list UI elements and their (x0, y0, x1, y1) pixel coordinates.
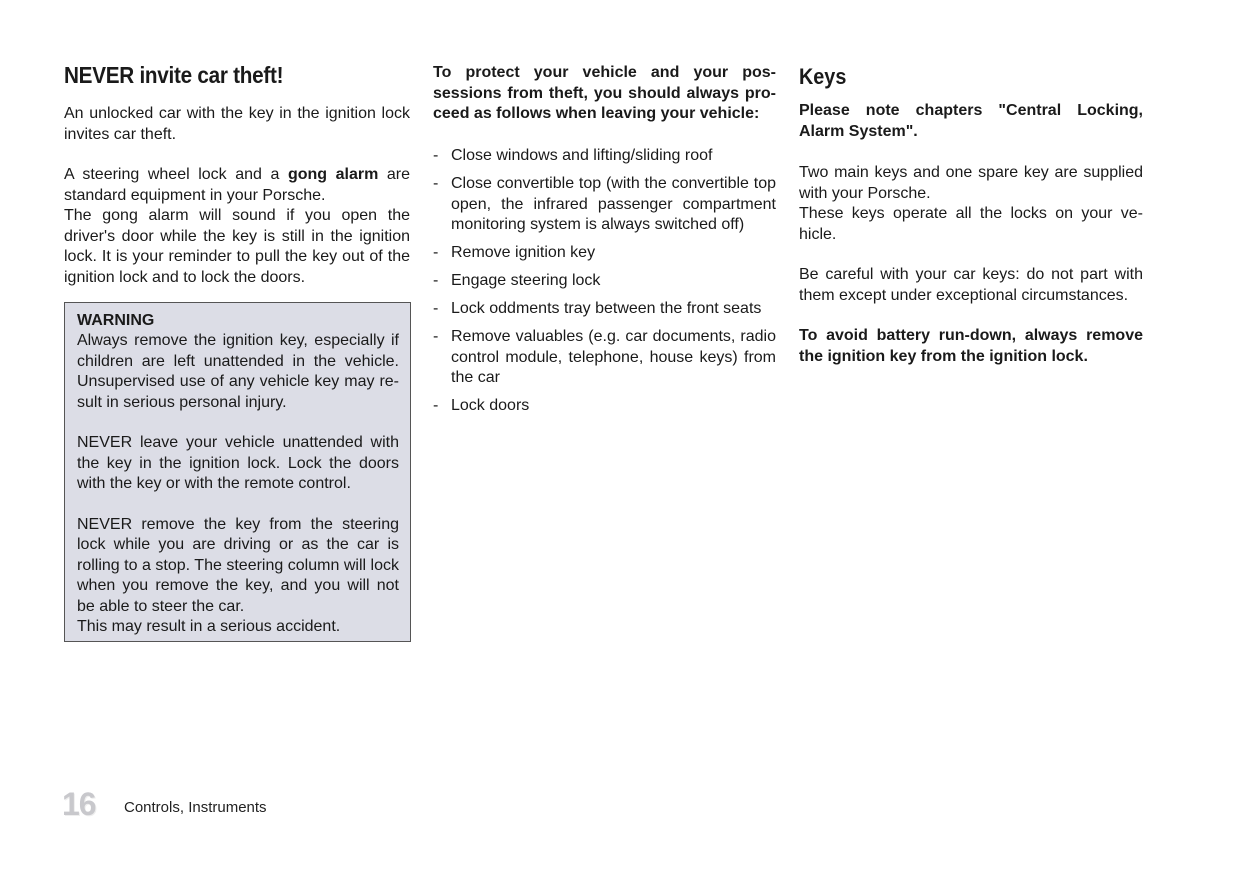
list-item: - Lock doors (433, 397, 530, 414)
theft-protection-lead: To protect your vehicle and your pos-sessions from theft, you should always pro-ceed as follows when leaving your vehicle: (433, 64, 776, 122)
keys-heading: Keys (799, 64, 847, 89)
keys-paragraph-1: Two main keys and one spare key are supplied with your Porsche. (799, 164, 1143, 202)
gong-alarm-explanation: The gong alarm will sound if you open the driver's door while the key is still in the ignition lock. It is your reminder to pull the key out of the ignition lock and to lock the doors. (64, 207, 410, 286)
keys-chapter-note: Please note chapters "Central Locking, Alarm System". (799, 102, 1143, 140)
section-footer: Controls, Instruments (124, 799, 267, 816)
page-title: NEVER invite car theft! (64, 62, 284, 88)
warning-paragraph-3: NEVER remove the key from the steering lock while you are driving or as the car is rolling to a stop. The steering column will lock when you remove the key, and you will not be able to steer the car. (77, 515, 399, 615)
list-item: - Remove ignition key (433, 244, 596, 261)
warning-paragraph-2: NEVER leave your vehicle unattended with the key in the ignition lock. Lock the doors with the key or with the remote control. (77, 434, 399, 492)
warning-paragraph-1: Always remove the ignition key, especially if children are left unattended in the vehicle. Unsupervised use of any vehicle key may re-sult in serious personal injury. (77, 332, 399, 411)
list-item: - Close convertible top (with the convertible top open, the infrared passenger compartment monitoring system is always switched off) (433, 175, 776, 233)
warning-box (64, 302, 411, 642)
warning-paragraph-4: This may result in a serious accident. (77, 618, 341, 635)
intro-paragraph: An unlocked car with the key in the ignition lock invites car theft. (64, 105, 410, 143)
list-item: - Remove valuables (e.g. car documents, radio control module, telephone, house keys) from the car (433, 328, 776, 386)
list-item: - Lock oddments tray between the front seats (433, 300, 762, 317)
battery-warning: To avoid battery run-down, always remove the ignition key from the ignition lock. (799, 327, 1143, 365)
theft-protection-steps (433, 146, 776, 424)
keys-paragraph-2: These keys operate all the locks on your ve-hicle. (799, 205, 1143, 243)
page-number: 16 (62, 786, 96, 822)
gong-alarm-paragraph: A steering wheel lock and a gong alarm are standard equipment in your Porsche. (64, 166, 411, 204)
list-item: - Close windows and lifting/sliding roof (433, 147, 713, 164)
keys-paragraph-3: Be careful with your car keys: do not part with them except under exceptional circumstances. (799, 266, 1143, 304)
list-item: - Engage steering lock (433, 272, 601, 289)
warning-title: WARNING (77, 312, 155, 329)
gong-alarm-emphasis: gong alarm (287, 166, 379, 183)
